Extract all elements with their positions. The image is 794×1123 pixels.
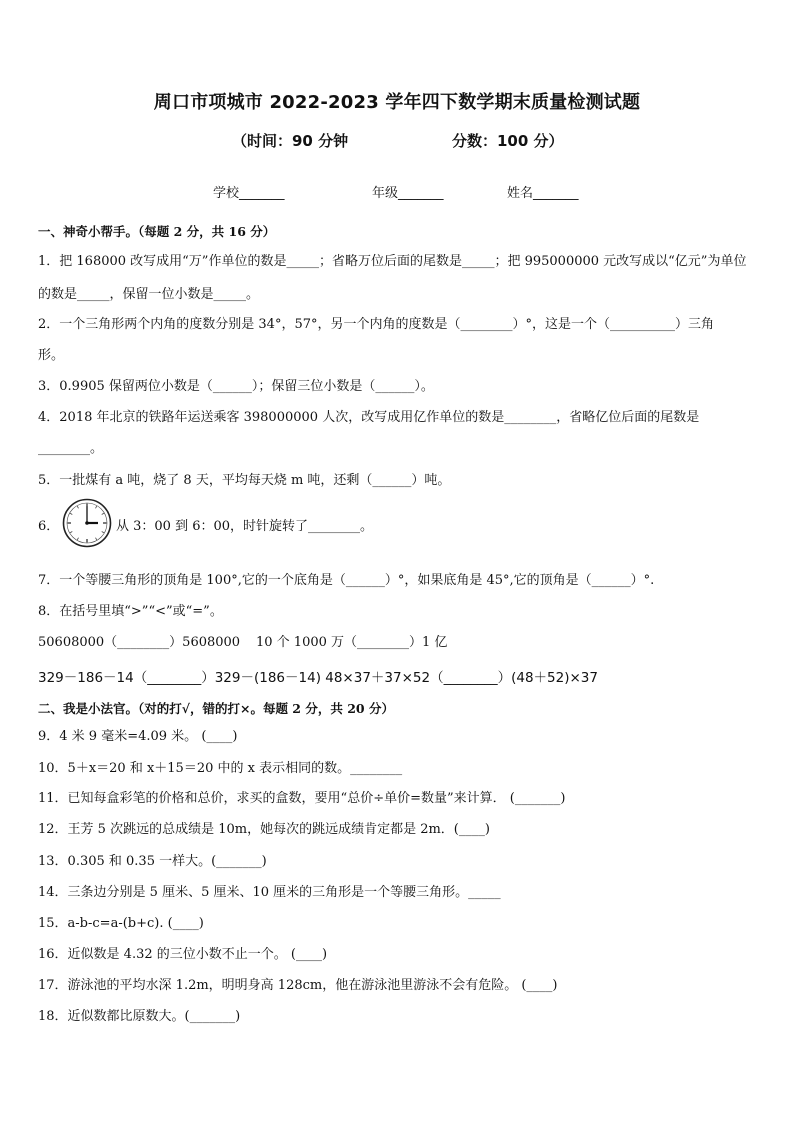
section2-heading: 二、我是小法官。（对的打√，错的打×。每题 2 分，共 20 分） <box>38 701 394 716</box>
question-3: 3．0.9905 保留两位小数是（______）；保留三位小数是（______）。 <box>38 379 434 394</box>
question-10: 10．5＋x＝20 和 x＋15＝20 中的 x 表示相同的数。________ <box>38 761 403 776</box>
question-6-number: 6． <box>38 519 60 534</box>
question-8-row-1b: 10 个 1000 万（________）1 亿 <box>256 635 448 650</box>
question-6-text: 从 3：00 到 6：00，时针旋转了________。 <box>116 519 374 534</box>
exam-title: 周口市项城市 2022-2023 学年四下数学期末质量检测试题 <box>153 92 641 113</box>
question-17: 17．游泳池的平均水深 1.2m，明明身高 128cm，他在游泳池里游泳不会有危险。 (____) <box>38 978 558 993</box>
question-8-row-1a: 50608000（________）5608000 <box>38 635 241 650</box>
section1-heading: 一、神奇小帮手。（每题 2 分，共 16 分） <box>38 224 276 239</box>
question-18: 18．近似数都比原数大。(_______) <box>38 1009 241 1024</box>
grade-field: 年级_______ <box>372 186 444 201</box>
question-8-row-2: 329－186－14（________）329－(186－14) 48×37＋37×52（________）(48＋52)×37 <box>38 670 598 686</box>
question-4-line-1: 4．2018 年北京的铁路年运送乘客 398000000 人次，改写成用亿作单位的数是________，省略亿位后面的尾数是 <box>38 410 700 425</box>
school-field: 学校_______ <box>213 186 285 201</box>
question-1-line-2: 的数是_____，保留一位小数是_____。 <box>38 287 260 302</box>
question-1-line-1: 1．把 168000 改写成用“万”作单位的数是_____；省略万位后面的尾数是_____；把 995000000 元改写成以“亿元”为单位 <box>38 254 747 269</box>
question-2-line-2: 形。 <box>38 348 65 363</box>
question-9: 9．4 米 9 毫米=4.09 米。 (____) <box>38 729 238 744</box>
question-16: 16．近似数是 4.32 的三位小数不止一个。 (____) <box>38 947 328 962</box>
question-15: 15．a-b-c=a-(b+c). (____) <box>38 916 204 931</box>
exam-time: （时间：90 分钟 <box>232 132 349 150</box>
question-11: 11．已知每盒彩笔的价格和总价，求买的盒数，要用“总价÷单价=数量”来计算． (_______) <box>38 791 566 806</box>
question-8: 8．在括号里填“>”“<”或“=”。 <box>38 604 223 619</box>
question-2-line-1: 2．一个三角形两个内角的度数分别是 34°，57°，另一个内角的度数是（________）°，这是一个（__________）三角 <box>38 317 714 332</box>
question-12: 12．王芳 5 次跳远的总成绩是 10m，她每次的跳远成绩肯定都是 2m．(____) <box>38 822 490 837</box>
clock-image <box>62 498 112 548</box>
question-4-line-2: ________。 <box>38 441 104 456</box>
name-field: 姓名_______ <box>507 186 579 201</box>
question-5: 5．一批煤有 a 吨，烧了 8 天，平均每天烧 m 吨，还剩（______）吨。 <box>38 473 451 488</box>
question-14: 14．三条边分别是 5 厘米、5 厘米、10 厘米的三角形是一个等腰三角形。_____ <box>38 885 501 900</box>
question-7: 7．一个等腰三角形的顶角是 100°,它的一个底角是（______）°，如果底角是 45°,它的顶角是（______）°. <box>38 573 655 588</box>
exam-score: 分数：100 分） <box>452 132 564 150</box>
question-13: 13．0.305 和 0.35 一样大。(_______) <box>38 854 267 869</box>
